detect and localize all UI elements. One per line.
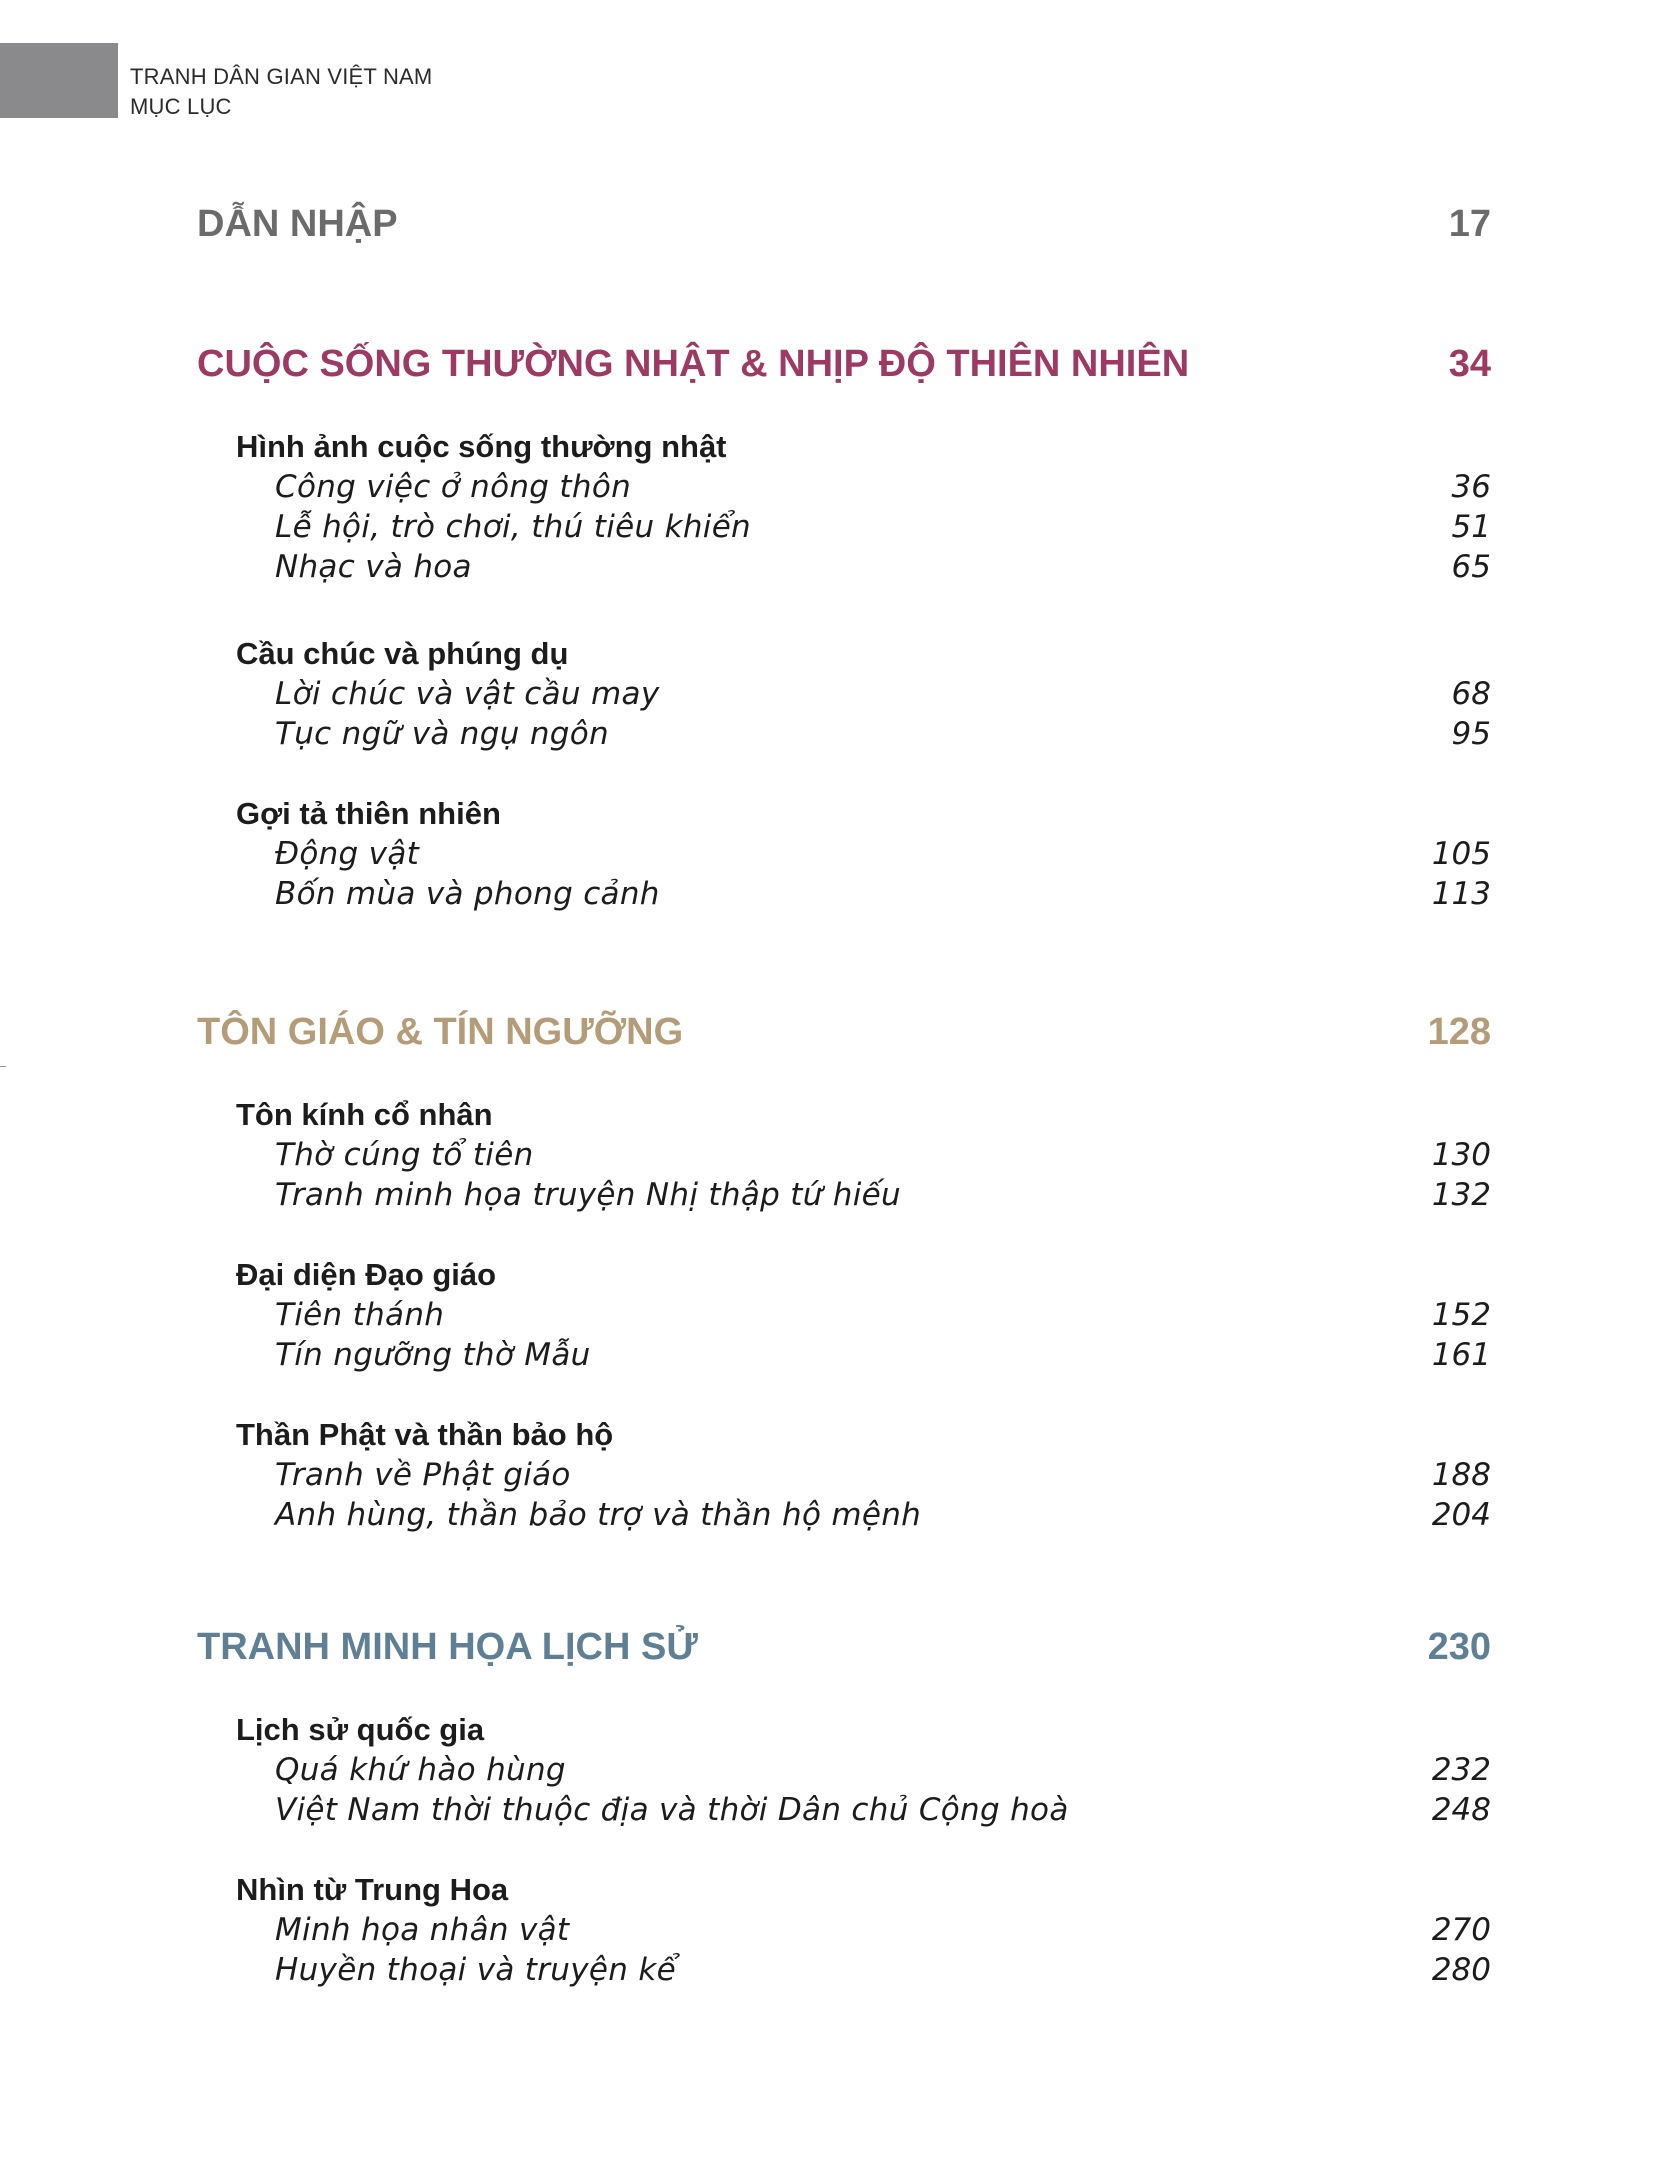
toc-entry-page: 95 <box>1451 716 1491 752</box>
toc-entry-title: Tiên thánh <box>275 1297 445 1333</box>
toc-part-title: TRANH MINH HỌA LỊCH SỬ <box>197 1626 698 1668</box>
toc-entry-page: 270 <box>1431 1912 1491 1948</box>
running-header-book-title: TRANH DÂN GIAN VIỆT NAM <box>130 64 433 89</box>
toc-section-title: Cầu chúc và phúng dụ <box>236 636 569 671</box>
toc-entry-page: 248 <box>1431 1792 1491 1828</box>
toc-entry-page: 204 <box>1431 1497 1491 1533</box>
toc-entry-title: Bốn mùa và phong cảnh <box>275 876 660 912</box>
toc-entry-title: Anh hùng, thần bảo trợ và thần hộ mệnh <box>275 1497 922 1533</box>
toc-part-title: CUỘC SỐNG THƯỜNG NHẬT & NHỊP ĐỘ THIÊN NHIÊN <box>197 343 1190 385</box>
toc-entry-title: Tín ngưỡng thờ Mẫu <box>275 1337 591 1373</box>
toc-intro-page: 17 <box>1448 203 1491 245</box>
toc-entry-page: 36 <box>1451 469 1491 505</box>
toc-section-title: Lịch sử quốc gia <box>236 1712 485 1747</box>
toc-section-title: Đại diện Đạo giáo <box>236 1257 497 1292</box>
toc-entry-page: 51 <box>1451 509 1491 545</box>
toc-entry-page: 132 <box>1431 1177 1491 1213</box>
toc-entry-title: Huyền thoại và truyện kể <box>275 1952 676 1988</box>
toc-entry-page: 188 <box>1431 1457 1491 1493</box>
toc-entry-page: 280 <box>1431 1952 1491 1988</box>
running-header-section: MỤC LỤC <box>130 94 232 119</box>
toc-section-title: Hình ảnh cuộc sống thường nhật <box>236 429 727 464</box>
toc-entry-title: Lễ hội, trò chơi, thú tiêu khiển <box>275 509 752 545</box>
toc-entry-page: 65 <box>1451 549 1491 585</box>
toc-entry-title: Lời chúc và vật cầu may <box>275 676 660 712</box>
toc-entry-page: 105 <box>1431 836 1491 872</box>
toc-entry-title: Tục ngữ và ngụ ngôn <box>275 716 609 752</box>
toc-entry-title: Thờ cúng tổ tiên <box>275 1137 534 1173</box>
toc-entry-title: Công việc ở nông thôn <box>275 469 632 505</box>
toc-section-title: Tôn kính cổ nhân <box>236 1097 493 1132</box>
toc-entry-page: 232 <box>1431 1752 1491 1788</box>
toc-part-title: TÔN GIÁO & TÍN NGƯỠNG <box>197 1011 684 1053</box>
toc-entry-page: 161 <box>1431 1337 1491 1373</box>
toc-entry-title: Quá khứ hào hùng <box>275 1752 566 1788</box>
toc-part-page: 34 <box>1448 343 1491 385</box>
toc-section-title: Thần Phật và thần bảo hộ <box>236 1417 614 1452</box>
toc-part-page: 230 <box>1427 1626 1491 1668</box>
toc-entry-page: 152 <box>1431 1297 1491 1333</box>
toc-entry-page: 130 <box>1431 1137 1491 1173</box>
toc-part-page: 128 <box>1427 1011 1491 1053</box>
toc-intro-title: DẪN NHẬP <box>197 203 398 245</box>
toc-section-title: Nhìn từ Trung Hoa <box>236 1872 509 1907</box>
toc-entry-title: Nhạc và hoa <box>275 549 472 585</box>
toc-entry-title: Động vật <box>275 836 420 872</box>
toc-entry-page: 113 <box>1431 876 1491 912</box>
toc-entry-page: 68 <box>1451 676 1491 712</box>
toc-entry-title: Tranh về Phật giáo <box>275 1457 571 1493</box>
toc-entry-title: Tranh minh họa truyện Nhị thập tứ hiếu <box>275 1177 901 1213</box>
toc-entry-title: Minh họa nhân vật <box>275 1912 570 1948</box>
toc-section-title: Gợi tả thiên nhiên <box>236 796 501 831</box>
toc-entry-title: Việt Nam thời thuộc địa và thời Dân chủ Cộng hoà <box>275 1792 1069 1828</box>
